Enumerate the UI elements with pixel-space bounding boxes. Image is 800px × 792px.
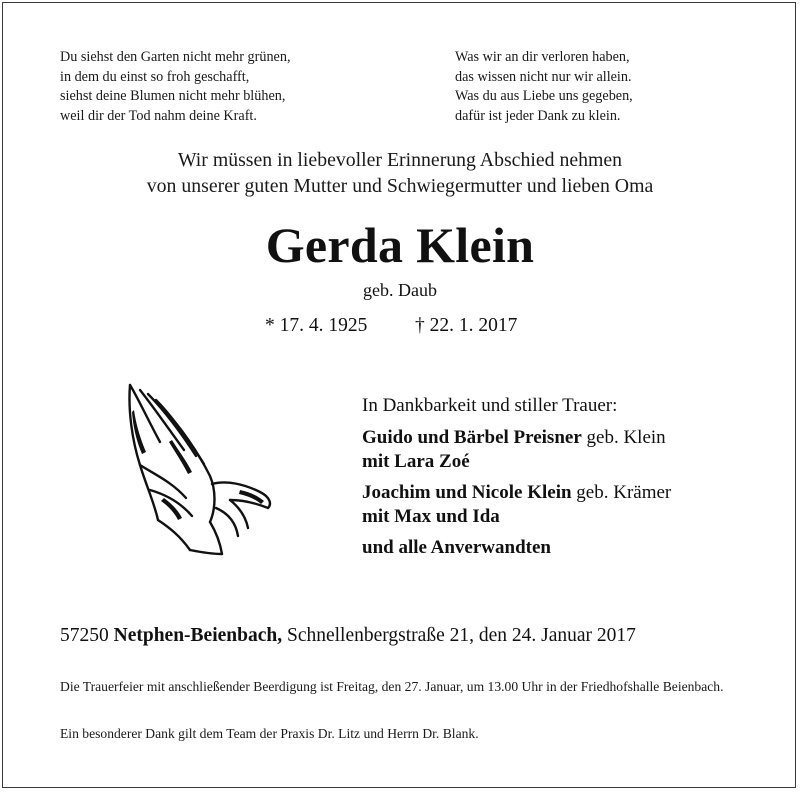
address-zip: 57250 — [60, 625, 114, 646]
poem-line: siehst deine Blumen nicht mehr blühen, — [60, 88, 286, 104]
mourners-intro: In Dankbarkeit und stiller Trauer: — [362, 395, 618, 416]
mourners-block — [362, 394, 671, 560]
poem-left — [60, 48, 291, 126]
poem-line: das wissen nicht nur wir allein. — [455, 68, 632, 85]
thanks-note: Ein besonderer Dank gilt dem Team der Praxis Dr. Litz und Herrn Dr. Blank. — [60, 726, 479, 741]
praying-hands-icon — [120, 380, 280, 560]
address-line — [60, 624, 636, 648]
poem-line: Was du aus Liebe uns gegeben, — [455, 88, 633, 104]
intro-text — [0, 147, 800, 199]
family-1 — [362, 426, 671, 474]
death-date: † 22. 1. 2017 — [415, 315, 518, 336]
poem-right — [455, 48, 633, 126]
family-2-children: mit Max und Ida — [362, 506, 500, 527]
poem-line: in dem du einst so froh geschafft, — [60, 68, 250, 85]
family-1-names: Guido und Bärbel Preisner — [362, 427, 582, 448]
funeral-note: Die Trauerfeier mit anschließender Beerdigung ist Freitag, den 27. Januar, um 13.00 Uhr in der Friedhofshalle Beienbach. — [60, 679, 724, 694]
address-town: Netphen-Beienbach, — [113, 625, 283, 646]
birth-date: * 17. 4. 1925 — [265, 315, 368, 336]
poem-line: dafür ist jeder Dank zu klein. — [455, 107, 621, 124]
family-1-children: mit Lara Zoé — [362, 451, 470, 472]
poem-line: Du siehst den Garten nicht mehr grünen, — [60, 49, 291, 65]
relatives: und alle Anverwandten — [362, 537, 551, 558]
family-2 — [362, 481, 671, 529]
poem-line: Was wir an dir verloren haben, — [455, 49, 630, 65]
address-street-date: Schnellenbergstraße 21, den 24. Januar 2017 — [282, 625, 636, 646]
intro-line: von unserer guten Mutter und Schwiegermutter und lieben Oma — [146, 175, 654, 197]
maiden-name: geb. Daub — [363, 280, 437, 300]
family-2-maiden: geb. Krämer — [571, 482, 672, 503]
deceased-name: Gerda Klein — [265, 217, 535, 273]
poem-line: weil dir der Tod nahm deine Kraft. — [60, 107, 257, 124]
family-2-names: Joachim und Nicole Klein — [362, 482, 572, 503]
intro-line: Wir müssen in liebevoller Erinnerung Abschied nehmen — [177, 149, 623, 171]
family-1-maiden: geb. Klein — [581, 427, 666, 448]
